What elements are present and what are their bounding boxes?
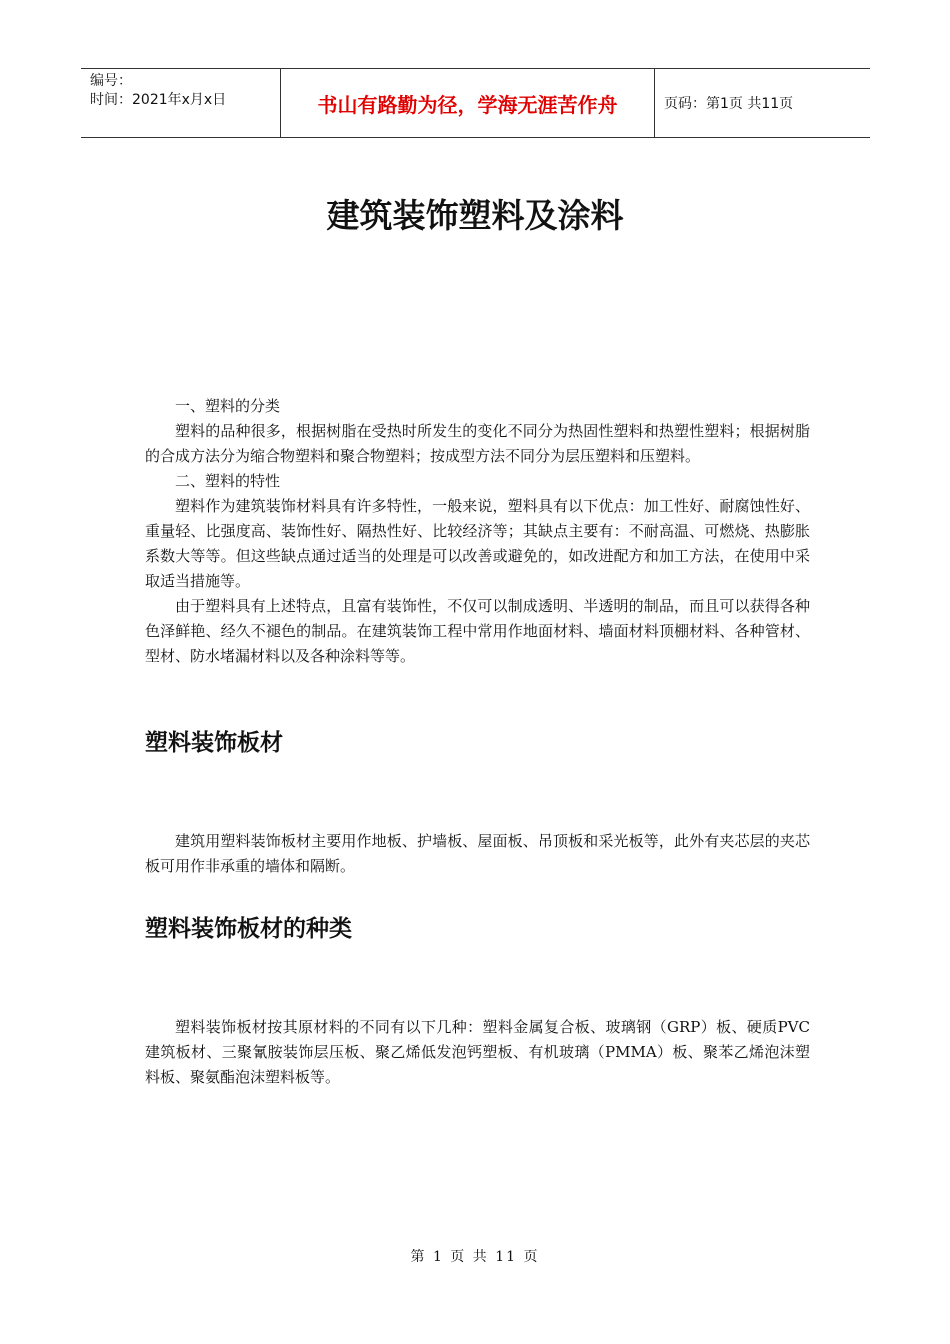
intro-section	[145, 394, 810, 669]
paragraph-properties: 塑料作为建筑装饰材料具有许多特性，一般来说，塑料具有以下优点：加工性好、耐腐蚀性好、重量轻、比强度高、装饰性好、隔热性好、比较经济等；其缺点主要有：不耐高温、可燃烧、热膨胀系数大等等。但这些缺点通过适当的处理是可以改善或避免的，如改进配方和加工方法，在使用中采取适当措施等。	[145, 497, 810, 590]
section-label-classification: 一、塑料的分类	[175, 397, 281, 415]
document-time-label: 时间：2021年x月x日	[90, 92, 227, 108]
header-meta	[81, 69, 281, 137]
page-footer: 第 1 页 共 11 页	[410, 1249, 540, 1265]
paragraph-applications: 由于塑料具有上述特点，且富有装饰性，不仅可以制成透明、半透明的制品，而且可以获得各种色泽鲜艳、经久不褪色的制品。在建筑装饰工程中常用作地面材料、墙面材料顶棚材料、各种管材、型材、防水堵漏材料以及各种涂料等等。	[145, 597, 810, 665]
paragraph-classification: 塑料的品种很多，根据树脂在受热时所发生的变化不同分为热固性塑料和热塑性塑料；根据树脂的合成方法分为缩合物塑料和聚合物塑料；按成型方法不同分为层压塑料和压塑料。	[145, 422, 810, 465]
document-number-label: 编号：	[90, 73, 132, 89]
page-header	[81, 68, 870, 138]
paragraph-decorative-panels: 建筑用塑料装饰板材主要用作地板、护墙板、屋面板、吊顶板和采光板等，此外有夹芯层的夹芯板可用作非承重的墙体和隔断。	[145, 832, 810, 875]
heading-decorative-panels: 塑料装饰板材	[145, 730, 283, 756]
section-label-properties: 二、塑料的特性	[175, 472, 281, 490]
section-panel-types	[145, 1015, 810, 1090]
header-motto: 书山有路勤为径，学海无涯苦作舟	[281, 69, 655, 137]
heading-panel-types: 塑料装饰板材的种类	[145, 916, 352, 942]
document-title: 建筑装饰塑料及涂料	[326, 196, 624, 235]
paragraph-panel-types: 塑料装饰板材按其原材料的不同有以下几种：塑料金属复合板、玻璃钢（GRP）板、硬质PVC建筑板材、三聚氰胺装饰层压板、聚乙烯低发泡钙塑板、有机玻璃（PMMA）板、聚苯乙烯泡沫塑料板、聚氨酯泡沫塑料板等。	[145, 1018, 810, 1086]
section-decorative-panels	[145, 829, 810, 879]
header-page-info: 页码：第1页 共11页	[664, 96, 794, 112]
